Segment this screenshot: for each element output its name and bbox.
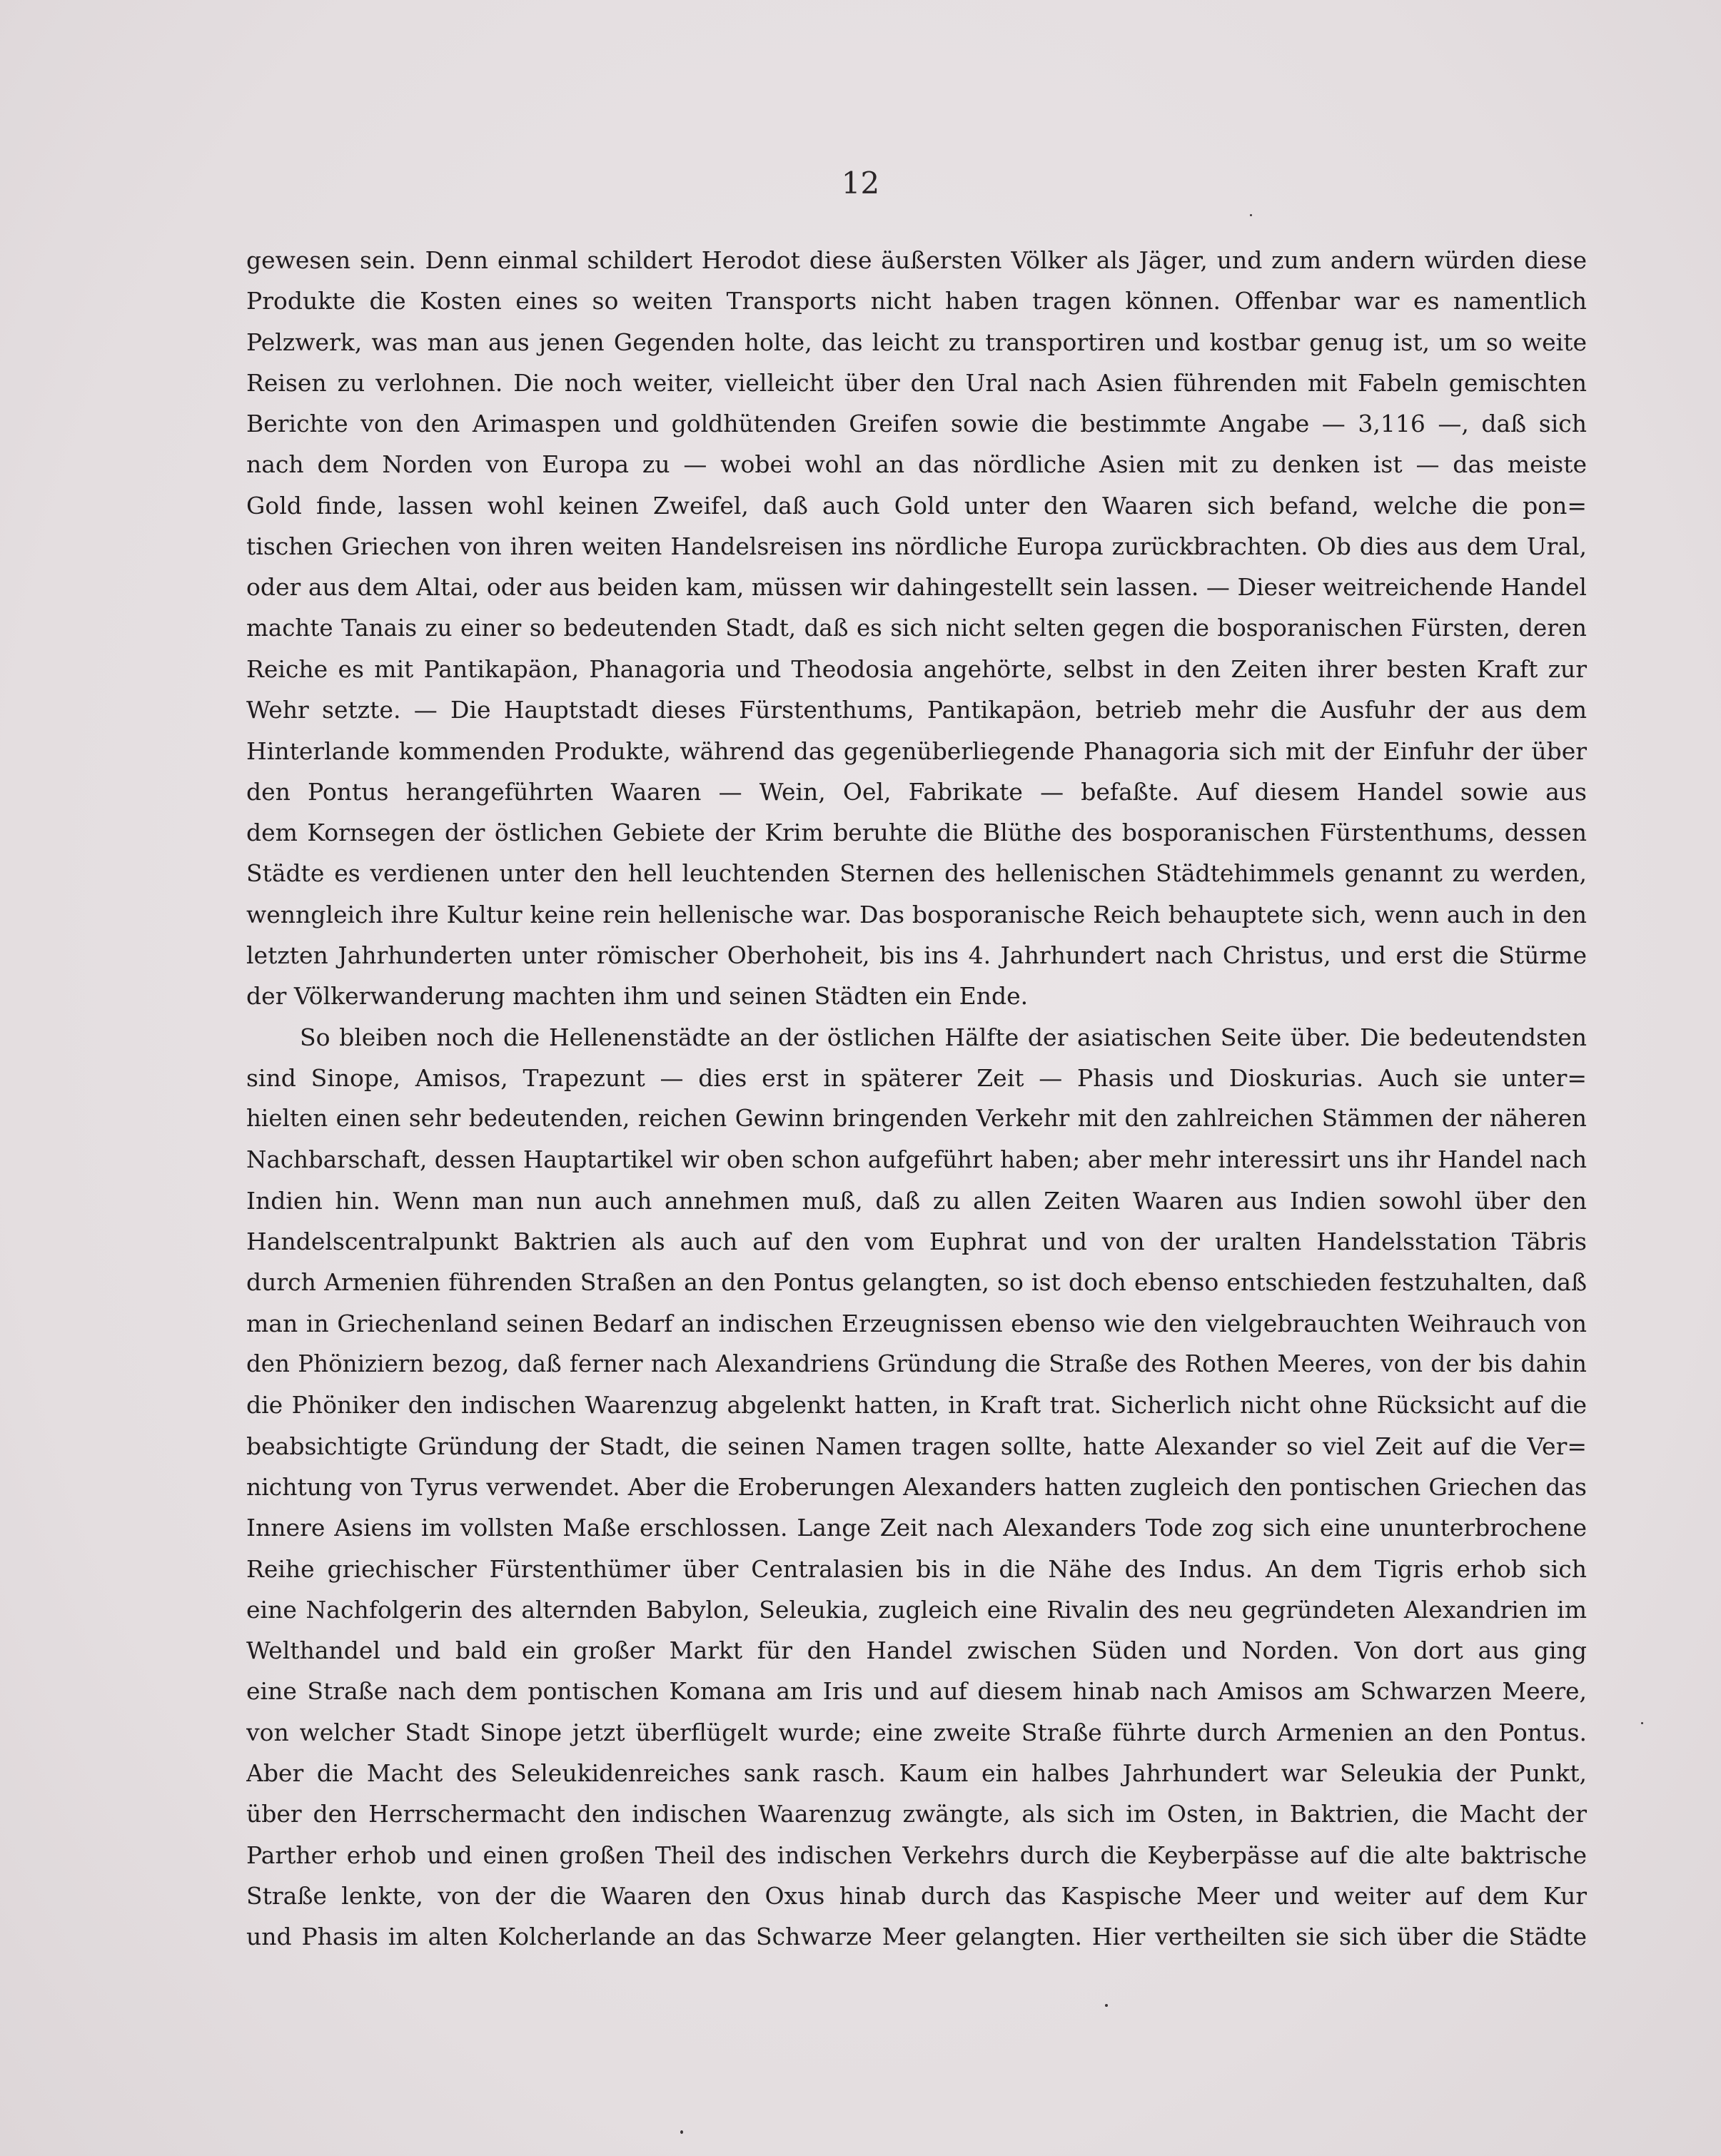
text-line: Städte es verdienen unter den hell leuchtenden Sternen des hellenischen Städtehimmels genannt zu werden, bbox=[246, 859, 1587, 888]
text-line: Hinterlande kommenden Produkte, während das gegenüberliegende Phanagoria sich mit der Einfuhr der über bbox=[246, 737, 1587, 765]
text-line: Reiche es mit Pantikapäon, Phanagoria und Theodosia angehörte, selbst in den Zeiten ihrer besten Kraft zur bbox=[246, 654, 1587, 683]
text-line: Wehr setzte. — Die Hauptstadt dieses Fürstenthums, Pantikapäon, betrieb mehr die Ausfuhr der aus dem bbox=[246, 696, 1587, 724]
text-line: wenngleich ihre Kultur keine rein hellenische war. Das bosporanische Reich behauptete sich, wenn auch in den bbox=[246, 900, 1587, 928]
page-number: 12 bbox=[841, 166, 880, 201]
text-line: eine Nachfolgerin des alternden Babylon, Seleukia, zugleich eine Rivalin des neu gegründeten Alexandrien im bbox=[246, 1595, 1587, 1624]
text-line: durch Armenien führenden Straßen an den Pontus gelangten, so ist doch ebenso entschieden festzuhalten, daß bbox=[246, 1268, 1587, 1297]
text-line: eine Straße nach dem pontischen Komana am Iris und auf diesem hinab nach Amisos am Schwarzen Meere, bbox=[246, 1677, 1587, 1706]
text-line: Parther erhob und einen großen Theil des indischen Verkehrs durch die Keyberpässe auf die alte baktrische bbox=[246, 1841, 1587, 1869]
text-line: sind Sinope, Amisos, Trapezunt — dies erst in späterer Zeit — Phasis und Dioskurias. Auch sie unter= bbox=[246, 1063, 1587, 1092]
text-line: So bleiben noch die Hellenenstädte an der östlichen Hälfte der asiatischen Seite über. Die bedeutendsten bbox=[300, 1023, 1587, 1051]
text-line: Gold finde, lassen wohl keinen Zweifel, daß auch Gold unter den Waaren sich befand, welche die pon= bbox=[246, 491, 1587, 520]
text-line: Pelzwerk, was man aus jenen Gegenden holte, das leicht zu transportiren und kostbar genug ist, um so weite bbox=[246, 328, 1587, 356]
text-line: Reisen zu verlohnen. Die noch weiter, vielleicht über den Ural nach Asien führenden mit Fabeln gemischten bbox=[246, 368, 1587, 397]
paper-speck bbox=[1105, 2004, 1108, 2007]
text-line: beabsichtigte Gründung der Stadt, die seinen Namen tragen sollte, hatte Alexander so viel Zeit auf die Ver= bbox=[246, 1432, 1587, 1460]
text-line: Welthandel und bald ein großer Markt für den Handel zwischen Süden und Norden. Von dort aus ging bbox=[246, 1636, 1587, 1665]
paper-speck bbox=[1641, 1722, 1643, 1724]
text-line: über den Herrschermacht den indischen Waarenzug zwängte, als sich im Osten, in Baktrien, die Macht der bbox=[246, 1800, 1587, 1828]
text-line: Handelscentralpunkt Baktrien als auch auf den vom Euphrat und von der uralten Handelsstation Täbris bbox=[246, 1228, 1587, 1256]
text-line: machte Tanais zu einer so bedeutenden Stadt, daß es sich nicht selten gegen die bosporanischen Fürsten, deren bbox=[246, 614, 1587, 642]
text-line: dem Kornsegen der östlichen Gebiete der Krim beruhte die Blüthe des bosporanischen Fürstenthums, dessen bbox=[246, 819, 1587, 847]
text-line: die Phöniker den indischen Waarenzug abgelenkt hatten, in Kraft trat. Sicherlich nicht ohne Rücksicht auf die bbox=[246, 1391, 1587, 1419]
text-line: Berichte von den Arimaspen und goldhütenden Greifen sowie die bestimmte Angabe — 3,116 —, daß sich bbox=[246, 410, 1587, 438]
text-line: von welcher Stadt Sinope jetzt überflügelt wurde; eine zweite Straße führte durch Armenien an den Pontus. bbox=[246, 1718, 1587, 1746]
text-line: nach dem Norden von Europa zu — wobei wohl an das nördliche Asien mit zu denken ist — das meiste bbox=[246, 450, 1587, 479]
body-text bbox=[246, 240, 1587, 1957]
text-line: Produkte die Kosten eines so weiten Transports nicht haben tragen können. Offenbar war es namentlich bbox=[246, 287, 1587, 315]
text-line: nichtung von Tyrus verwendet. Aber die Eroberungen Alexanders hatten zugleich den pontischen Griechen das bbox=[246, 1472, 1587, 1501]
text-line: den Phöniziern bezog, daß ferner nach Alexandriens Gründung die Straße des Rothen Meeres, von der bis dahin bbox=[246, 1350, 1587, 1378]
text-line: hielten einen sehr bedeutenden, reichen Gewinn bringenden Verkehr mit den zahlreichen Stämmen der näheren bbox=[246, 1105, 1587, 1133]
paper-speck bbox=[1250, 214, 1252, 216]
text-line: gewesen sein. Denn einmal schildert Herodot diese äußersten Völker als Jäger, und zum andern würden diese bbox=[246, 246, 1587, 274]
text-line: Straße lenkte, von der die Waaren den Oxus hinab durch das Kaspische Meer und weiter auf dem Kur bbox=[246, 1881, 1587, 1910]
text-line: tischen Griechen von ihren weiten Handelsreisen ins nördliche Europa zurückbrachten. Ob dies aus dem Ural, bbox=[246, 532, 1587, 561]
text-line: Indien hin. Wenn man nun auch annehmen muß, daß zu allen Zeiten Waaren aus Indien sowohl über den bbox=[246, 1186, 1587, 1215]
text-line: der Völkerwanderung machten ihm und seinen Städten ein Ende. bbox=[246, 982, 1029, 1011]
text-line: man in Griechenland seinen Bedarf an indischen Erzeugnissen ebenso wie den vielgebrauchten Weihrauch von bbox=[246, 1309, 1587, 1337]
text-line: den Pontus herangeführten Waaren — Wein, Oel, Fabrikate — befaßte. Auf diesem Handel sowie aus bbox=[246, 777, 1587, 806]
text-line: Nachbarschaft, dessen Hauptartikel wir oben schon aufgeführt haben; aber mehr interessirt uns ihr Handel nach bbox=[246, 1145, 1587, 1173]
text-line: Aber die Macht des Seleukidenreiches sank rasch. Kaum ein halbes Jahrhundert war Seleukia der Punkt, bbox=[246, 1758, 1587, 1787]
text-line: oder aus dem Altai, oder aus beiden kam, müssen wir dahingestellt sein lassen. — Dieser weitreichende Handel bbox=[246, 573, 1587, 602]
text-line: letzten Jahrhunderten unter römischer Oberhoheit, bis ins 4. Jahrhundert nach Christus, und erst die Stürme bbox=[246, 941, 1587, 970]
paper-speck bbox=[680, 2130, 683, 2134]
text-line: Reihe griechischer Fürstenthümer über Centralasien bis in die Nähe des Indus. An dem Tigris erhob sich bbox=[246, 1554, 1587, 1583]
text-line: und Phasis im alten Kolcherlande an das Schwarze Meer gelangten. Hier vertheilten sie sich über die Städte bbox=[246, 1923, 1587, 1951]
text-line: Innere Asiens im vollsten Maße erschlossen. Lange Zeit nach Alexanders Tode zog sich eine ununterbrochene bbox=[246, 1514, 1587, 1542]
